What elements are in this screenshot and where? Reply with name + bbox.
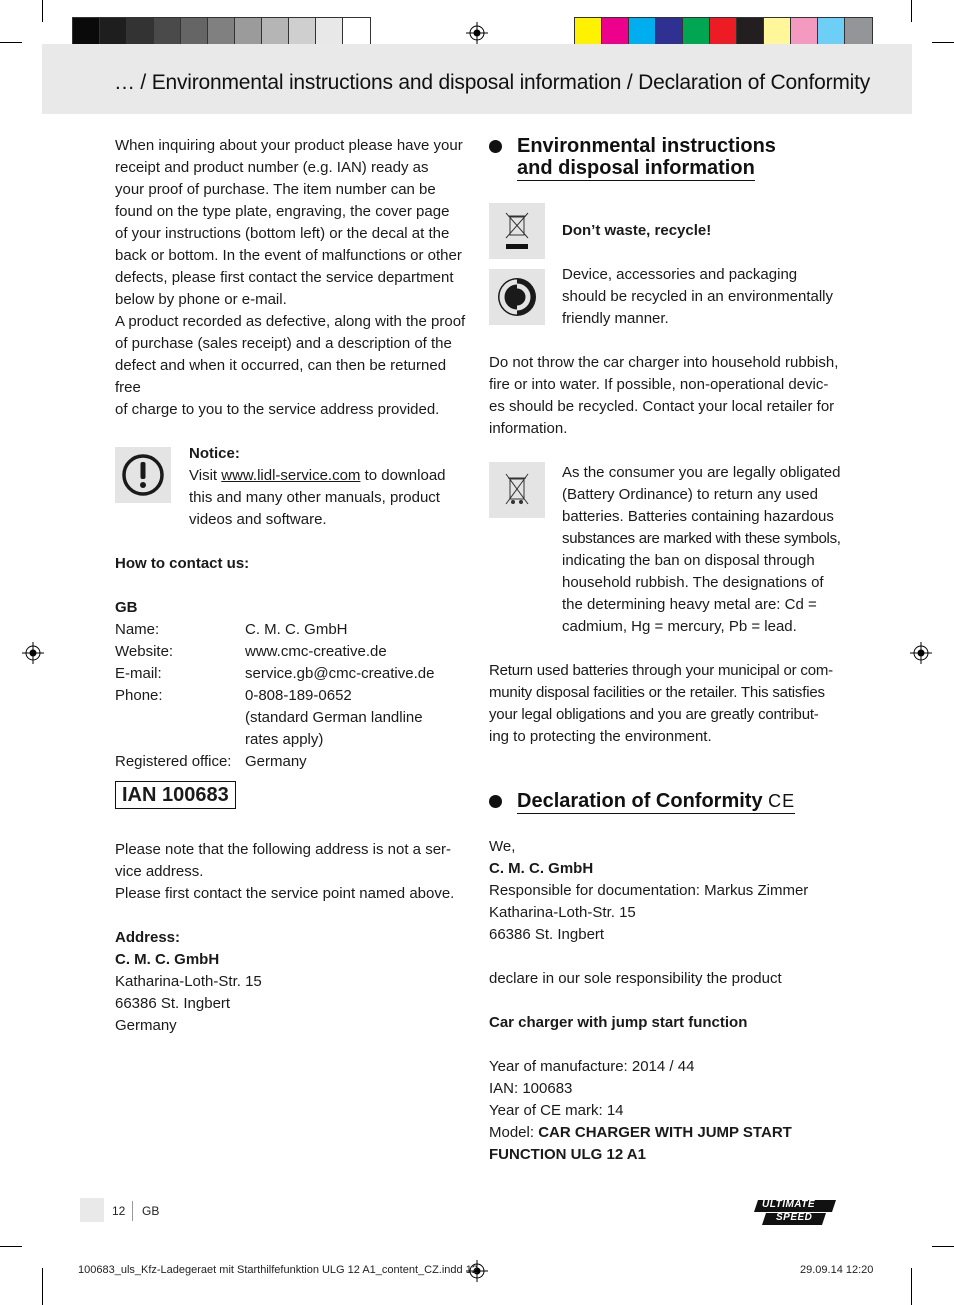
color-swatch bbox=[791, 18, 818, 46]
doc-title: Declaration of Conformity bbox=[517, 790, 763, 812]
text-line: IAN: 100683 bbox=[489, 1080, 573, 1097]
text-line: batteries. Batteries containing hazardous bbox=[562, 508, 834, 525]
product-name: Car charger with jump start function bbox=[489, 1014, 748, 1031]
env-section-heading bbox=[489, 135, 844, 179]
text-line: household rubbish. The designations of bbox=[562, 574, 824, 591]
text-line: Responsible for documentation: Markus Zimmer bbox=[489, 882, 809, 899]
text-line: this and many other manuals, product bbox=[189, 489, 440, 506]
text-line: declare in our sole responsibility the product bbox=[489, 970, 782, 987]
crossed-bin-icon bbox=[489, 203, 545, 259]
bullet-icon bbox=[489, 140, 502, 153]
doc-section-heading bbox=[489, 790, 844, 814]
env-title-line: and disposal information bbox=[517, 157, 755, 179]
color-swatch bbox=[181, 18, 208, 46]
color-swatch bbox=[100, 18, 127, 46]
ian-box: IAN 100683 bbox=[115, 781, 236, 809]
color-swatch bbox=[845, 18, 872, 46]
text-line: Please first contact the service point named above. bbox=[115, 885, 455, 902]
crop-mark bbox=[42, 1268, 43, 1305]
service-intro bbox=[115, 135, 470, 421]
crop-mark bbox=[0, 42, 22, 43]
text-line: substances are marked with these symbols, bbox=[562, 530, 841, 547]
text-line: back or bottom. In the event of malfunctions or other bbox=[115, 247, 462, 264]
notice-title: Notice: bbox=[189, 445, 240, 462]
contact-table bbox=[115, 619, 470, 773]
contact-row: E-mail: service.gb@cmc-creative.de bbox=[115, 665, 435, 682]
notice-block bbox=[115, 443, 470, 531]
registration-mark-icon bbox=[910, 642, 932, 664]
text-line: information. bbox=[489, 420, 568, 437]
crop-mark bbox=[42, 0, 43, 22]
text-line: cadmium, Hg = mercury, Pb = lead. bbox=[562, 618, 797, 635]
text-line: Katharina-Loth-Str. 15 bbox=[489, 904, 636, 921]
text-line: munity disposal facilities or the retailer. This satisfies bbox=[489, 684, 825, 701]
text-line: found on the type plate, engraving, the cover page bbox=[115, 203, 450, 220]
process-color-bar bbox=[574, 17, 873, 47]
address-block bbox=[115, 927, 470, 1037]
text-line: As the consumer you are legally obligated bbox=[562, 464, 841, 481]
text-line: of purchase (sales receipt) and a description of the bbox=[115, 335, 452, 352]
color-swatch bbox=[127, 18, 154, 46]
color-swatch bbox=[710, 18, 737, 46]
crop-mark bbox=[0, 1246, 22, 1247]
text-line: of charge to you to the service address provided. bbox=[115, 401, 440, 418]
return-paragraph bbox=[489, 660, 844, 748]
page-number: 12 bbox=[112, 1204, 126, 1218]
text-line: 66386 St. Ingbert bbox=[115, 995, 231, 1012]
text-line: Katharina-Loth-Str. 15 bbox=[115, 973, 262, 990]
green-dot-recycle-icon bbox=[489, 269, 545, 325]
contact-row: Name: C. M. C. GmbH bbox=[115, 621, 348, 638]
text-line: vice address. bbox=[115, 863, 204, 880]
file-slug: 100683_uls_Kfz-Ladegeraet mit Starthilfefunktion ULG 12 A1_content_CZ.indd 12 bbox=[78, 1264, 478, 1276]
text-line: of your instructions (bottom left) or the decal at the bbox=[115, 225, 450, 242]
text-line: defects, please first contact the service department bbox=[115, 269, 454, 286]
color-swatch bbox=[764, 18, 791, 46]
text-line: Germany bbox=[115, 1017, 177, 1034]
color-swatch bbox=[818, 18, 845, 46]
color-swatch bbox=[73, 18, 100, 46]
color-swatch bbox=[208, 18, 235, 46]
company-name: C. M. C. GmbH bbox=[489, 860, 594, 877]
color-swatch bbox=[235, 18, 262, 46]
header-band bbox=[42, 44, 912, 114]
doc-body bbox=[489, 836, 844, 1166]
text-line: (Battery Ordinance) to return any used bbox=[562, 486, 818, 503]
color-swatch bbox=[154, 18, 181, 46]
footer-tab bbox=[80, 1198, 104, 1222]
color-swatch bbox=[602, 18, 629, 46]
gray-color-bar bbox=[72, 17, 371, 47]
date-slug: 29.09.14 12:20 bbox=[800, 1264, 874, 1276]
registration-mark-icon bbox=[466, 22, 488, 44]
text-line: fire or into water. If possible, non-operational devic- bbox=[489, 376, 829, 393]
color-swatch bbox=[575, 18, 602, 46]
crop-mark bbox=[932, 42, 954, 43]
contact-row: Website: www.cmc-creative.de bbox=[115, 643, 387, 660]
contact-row: (standard German landline bbox=[245, 709, 423, 726]
contact-row: Registered office: Germany bbox=[115, 753, 307, 770]
text-line: Return used batteries through your municipal or com- bbox=[489, 662, 833, 679]
footer-lang: GB bbox=[142, 1204, 160, 1218]
battery-block bbox=[489, 462, 844, 638]
crossed-battery-bin-icon bbox=[489, 462, 545, 518]
text-line: videos and software. bbox=[189, 511, 327, 528]
color-swatch bbox=[737, 18, 764, 46]
contact-row: rates apply) bbox=[245, 731, 324, 748]
text-line: indicating the ban on disposal through bbox=[562, 552, 815, 569]
text-line: receipt and product number (e.g. IAN) ready as bbox=[115, 159, 429, 176]
dispose-paragraph bbox=[489, 352, 844, 440]
text-line: your legal obligations and you are greatly contribut- bbox=[489, 706, 819, 723]
ce-mark: CE bbox=[768, 791, 796, 811]
text-line: 66386 St. Ingbert bbox=[489, 926, 605, 943]
text-line: Year of manufacture: 2014 / 44 bbox=[489, 1058, 695, 1075]
crop-mark bbox=[911, 0, 912, 22]
country-code: GB bbox=[115, 599, 138, 616]
color-swatch bbox=[289, 18, 316, 46]
text-line: below by phone or e-mail. bbox=[115, 291, 287, 308]
text-line: Device, accessories and packaging bbox=[562, 266, 798, 283]
contact-heading: How to contact us: bbox=[115, 555, 250, 572]
text-line: your proof of purchase. The item number can be bbox=[115, 181, 436, 198]
bullet-icon bbox=[489, 795, 502, 808]
address-heading: Address: bbox=[115, 929, 181, 946]
model-line: Model: CAR CHARGER WITH JUMP START bbox=[489, 1124, 792, 1141]
color-swatch bbox=[316, 18, 343, 46]
model-line-2: FUNCTION ULG 12 A1 bbox=[489, 1146, 646, 1163]
text-line: Please note that the following address is not a ser- bbox=[115, 841, 452, 858]
color-swatch bbox=[683, 18, 710, 46]
address-note bbox=[115, 839, 470, 905]
registration-mark-icon bbox=[22, 642, 44, 664]
color-swatch bbox=[656, 18, 683, 46]
text-line: friendly manner. bbox=[562, 310, 669, 327]
text-line: A product recorded as defective, along with the proof bbox=[115, 313, 466, 330]
crop-mark bbox=[932, 1246, 954, 1247]
text-line: We, bbox=[489, 838, 516, 855]
lidl-service-link[interactable]: www.lidl-service.com bbox=[221, 467, 361, 484]
text-line: defect and when it occurred, can then be returned free bbox=[115, 357, 447, 396]
contact-row: Phone: 0-808-189-0652 bbox=[115, 687, 352, 704]
right-column bbox=[489, 135, 844, 1166]
recycle-block bbox=[489, 203, 844, 330]
left-column bbox=[115, 135, 470, 1037]
text-line: should be recycled in an environmentally bbox=[562, 288, 833, 305]
crop-mark bbox=[911, 1268, 912, 1305]
address-company: C. M. C. GmbH bbox=[115, 951, 220, 968]
notice-line: Visit www.lidl-service.com to download bbox=[189, 467, 446, 484]
text-line: ing to protecting the environment. bbox=[489, 728, 712, 745]
text-line: Do not throw the car charger into household rubbish, bbox=[489, 354, 839, 371]
recycle-heading: Don’t waste, recycle! bbox=[562, 222, 712, 239]
color-swatch bbox=[343, 18, 370, 46]
text-line: Year of CE mark: 14 bbox=[489, 1102, 624, 1119]
color-swatch bbox=[629, 18, 656, 46]
exclamation-icon bbox=[115, 447, 171, 503]
text-line: When inquiring about your product please have your bbox=[115, 137, 463, 154]
text-line: es should be recycled. Contact your local retailer for bbox=[489, 398, 835, 415]
env-title-line: Environmental instructions bbox=[517, 135, 776, 157]
ultimate-speed-logo: ULTIMATE SPEED bbox=[754, 1198, 838, 1226]
footer-divider bbox=[132, 1201, 133, 1221]
page-title: … / Environmental instructions and disposal information / Declaration of Conformity bbox=[114, 71, 871, 94]
color-swatch bbox=[262, 18, 289, 46]
text-line: the determining heavy metal are: Cd = bbox=[562, 596, 817, 613]
